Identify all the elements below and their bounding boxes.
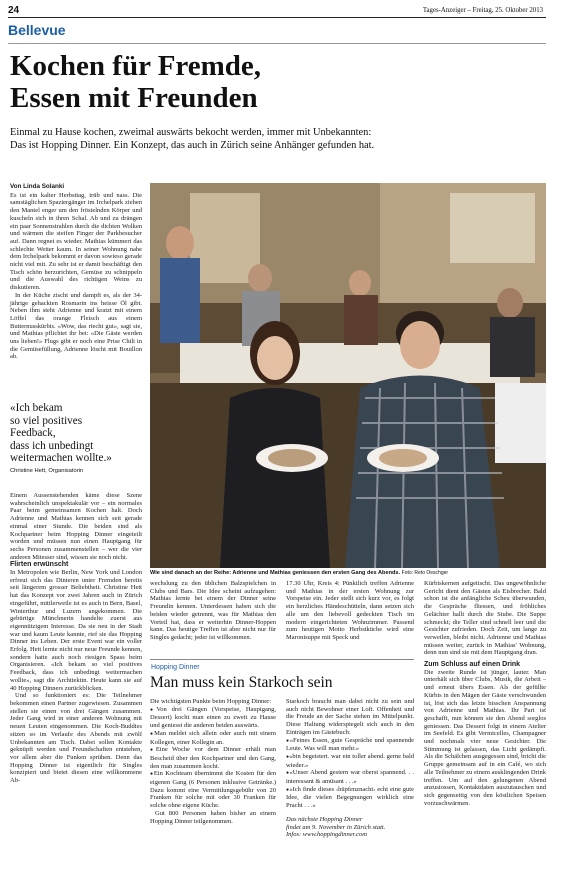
paragraph: 17.30 Uhr, Kreis 4: Pünktlich treffen Adrienne und Mathias in der ersten Wohnung zur Vorspeise ein. Jeder stellt sich kurz vor, es folgt ein herzliches Händeschütteln, dann setzen sich alle um den liebevoll gedeckten Tisch im modern eingerichteten Wohnzimmer. Passend zum heutigen Motto Herbstküche wird eine Maronisuppe mit Speck und [286,580,414,641]
note-line: findet am 9. November in Zürich statt. [286,823,386,831]
paragraph: Einem Aussenstehenden käme diese Szene wahrscheinlich unspektakulär vor – ein normales Paar beim gemeinsamen Kochen halt. Doch Adrienne und Mathias kennen sich seit gerade einmal einer Stunde. Die beiden sind als Kochpartner beim Hopping Dinner eingeteilt worden und müssen nun einen Hauptgang für sechs Personen zusammenstellen – wer die vier anderen Mitesser sind, wissen sie noch nicht. [10,492,142,561]
pull-quote-attribution: Christine Hett, Organisatorin [10,467,84,474]
bullet-item: ● Von drei Gängen (Vorspeise, Hauptgang, Dessert) kocht man einen zu zweit zu Hause und geniesst die anderen beiden auswärts. [150,706,276,730]
bullet-item: ● Ein Kochteam übernimmt die Kosten für den eigenen Gang (6 Personen inklusive Getränke.) Dazu kommt eine Vermittlungsgebühr von 20 Franken für solche mit oder 30 Franken für solche ohne eigene Küche. [150,770,276,810]
sidebar-headline: Man muss kein Starkoch sein [150,674,333,691]
paragraph: Die zweite Runde ist jünger, lauter. Man unterhält sich über Clubs, Musik, die Arbeit – und erneut übers Essen. Als der gefüllte Kürbis in den Mägen der Gäste verschwunden ist, löst sich das letzte bisschen Anspannung von Adrienne und Mathias. Ihr Part ist geschafft, nun können sie den Abend sorglos geniessen. Das Dessert folgt in einem Atelier im Seefeld. Es gibt Vermicelles, Champagner und nochmals vier neue Gesichter. Die Stimmung ist gelassen, das Licht gedämpft. Als die Schälchen ausgegessen sind, bricht die Gruppe gemeinsam auf in ein Café, wo sich alle Teilnehmer zu einem ausklingenden Drink treffen. Um auf den gelungenen Abend anzustossen, Kontaktdaten auszutauschen und sich gegenseitig von den köstlichen Speisen vorzuschwärmen. [424,668,546,807]
sidebar-column-1 [150,698,276,825]
section-label: Bellevue [8,22,66,38]
dinner-photo-illustration [150,183,546,568]
paragraph: Gut 800 Personen haben bisher an einem Hopping Dinner teilgenommen. [150,809,276,825]
pull-quote-line: dass ich unbedingt [10,439,94,452]
sidebar-box-rule [150,659,414,660]
lead-line-1: Einmal zu Hause kochen, zweimal auswärts bekocht werden, immer mit Unbekannten: [10,127,372,138]
paragraph: Es ist ein kalter Herbsttag, trüb und nass. Die samstäglichen Spaziergänger im Irchelpark ziehen den Mantel enger um den fröstelnden Körper und kuscheln sich in ihren Schal. Ab und zu drängen ein paar Sonnenstrahlen durch die dichten Wolken und wärmen die steifen Finger der Parkbesucher auf. Dann regnet es wieder. Mathias kümmert das schlechte Wetter kaum. In seiner Wohnung nahe dem Irchelpark bekommt er davon sowieso gerade nicht viel mit. Zu sehr ist er damit beschäftigt den Tisch schön herzurichten, Gemüse zu schnippeln und die Auswahl des richtigen Weins zu diskutieren. [10,191,142,292]
photo-credit: Foto: Reto Oeschger [401,570,449,576]
bullet-item: ● «bin begeistert. war ein toller abend. gerne bald wieder.» [286,753,414,769]
photo-caption [150,570,546,577]
page-number: 24 [8,5,20,16]
bullet-item: ● Man meldet sich allein oder auch mit einem Kollegen, einer Kollegin an. [150,730,276,746]
headline-line-1: Kochen für Fremde, [10,50,262,82]
note-line: Das nächste Hopping Dinner [286,815,363,823]
subhead-flirten: Flirten erwünscht [10,561,69,569]
column-1-top [10,183,142,361]
paragraph: Kürbiskernen aufgetischt. Das ungewöhnliche Gericht dient den Gästen als Eisbrecher. Bald schon ist die anfängliche Scheu überwunden, die Gespräche fliessen, und fröhliches Gelächter hallt durch die Stube. Die Suppe schmeckt; die Teller sind schnell leer und die Gesichter zufrieden. Doch Zeit, um lange zu verweilen, bleibt nicht. Adrienne und Mathias müssen weiter, zurück in Mathias' Wohnung, denn nun sind sie mit dem Hauptgang dran. [424,580,546,657]
paragraph: In der Küche zischt und dampft es, als der 34-jährige gehackten Rosmarin ins heisse Öl gibt. Neben ihm steht Adrienne und kratzt mit einem Löffel das orange Fleisch aus einem Butternusskürbis. «Wow, das riecht gut», sagt sie, und Mathias pflichtet ihr bei: «Die Gäste werden uns lieben!» Flugs gibt er noch eine Prise Chili in die Gemüsefüllung, Adrienne löscht mit Bouillon ab. [10,291,142,361]
paragraph: In Metropolen wie Berlin, New York und London erfreut sich das Dinieren unter Fremden bereits seit längerem grosser Beliebtheit. Christine Hett hat das Konzept vor zwei Jahren auch in Zürich eingeführt, mittlerweile ist es auch in Bern, Basel, Winterthur und Luzern angekommen. Die gebürtige Münchnerin handelte zuerst aus eigennützigem Interesse. Da sie neu in der Stadt war und kaum Leute kannte, rief sie das Hopping Dinner ins Leben. Der erste Event war ein voller Erfolg. Hett lernte nicht nur neue Freunde kennen, sondern hatte auch noch riesigen Spass beim Organisieren. «Ich bekam so viel positives Feedback, dass ich unbedingt weitermachen wollte», sagt die Architektin. Heute kann sie auf 40 Hopping Dinners zurückblicken. [10,569,142,692]
bullet-item: ● Eine Woche vor dem Dinner erhält man Bescheid über den Kochpartner und den Gang, den man zusammen kocht. [150,746,276,770]
photo-caption-text: Wie sind danach an der Reihe: Adrienne und Mathias geniessen den ersten Gang des Abends. [150,570,401,576]
pull-quote-line: «Ich bekam [10,402,63,414]
column-2-top [150,580,276,642]
pull-quote-line: so viel positives [10,414,83,427]
pull-quote-line: weitermachen wollte.» [10,452,112,464]
column-4 [424,580,546,865]
article-photo [150,183,546,568]
paragraph: wechslung zu den üblichen Balzspielchen in Clubs und Bars. Die Idee scheint aufzugehen: Mathias lernte bei einem der Dinner seine Freundin kennen. Unterdessen haben sich die beiden wieder getrennt, was für Mathias den Vorteil hat, dass er weiterhin Dinner-Hoppen kann. Das heutige Treffen ist aber nicht nur für Singles gedacht; jeder ist willkommen. [150,580,276,641]
headline-line-2: Essen mit Freunden [10,82,258,114]
bullet-item: ● «Unser Abend gestern war oberst spannend. . . interessant & amüsant . . .» [286,769,414,785]
sidebar-column-2 [286,698,414,839]
paragraph: Starkoch braucht man dabei nicht zu sein und auch nicht Bewohner einer Loft. Offenheit und die Freude an der Sache stehen im Mittelpunkt. Diese Haltung widerspiegelt sich auch in den Einträgen im Gästebuch: [286,698,414,736]
byline: Von Linda Solanki [10,183,65,190]
header-rule [8,17,546,18]
paragraph: Und so funktioniert es: Die Teilnehmer bekommen einen Partner zugewiesen. Zusammen stellen sie einen von drei Gängen zusammen. Jeder Gang wird in einer anderen Wohnung mit neuen Leuten eingenommen. Die Koch-Buddies sitzen so im Verlaufe des Abends mit zwölf Unbekannten am Tisch. Dabei sollen Kontakte geknüpft werden und Freundschaften entstehen, vor allem aber die Funken sprühen. Denn das Hopping Dinner ist eigentlich für Singles konzipiert und bietet diesen eine willkommene Ab- [10,692,142,785]
subhead-schluss: Zum Schluss auf einen Drink [424,661,521,669]
bullet-item: ● «Ich finde dieses ‹hüpfenznacht› echt eine gute Idee, die vielen Begegnungen wirklich eine Pracht . . .» [286,786,414,810]
column-1-bottom [10,492,142,864]
pull-quote [10,402,142,474]
lead-line-2: Das ist Hopping Dinner. Ein Konzept, das auch in Zürich seine Anhänger gefunden hat. [10,140,375,151]
note-line: Infos: www.hoppingdinner.com [286,831,367,839]
column-3-top [286,580,414,642]
publication-dateline: Tages-Anzeiger – Freitag, 25. Oktober 2013 [422,7,543,14]
bullet-item: ● «Feines Essen, gute Gespräche und spannende Leute. Was will man mehr.» [286,737,414,753]
section-rule [8,43,546,44]
sidebar-kicker: Hopping Dinner [151,664,200,671]
pull-quote-line: Feedback, [10,427,56,439]
paragraph: Die wichtigsten Punkte beim Hopping Dinner: [150,698,272,705]
